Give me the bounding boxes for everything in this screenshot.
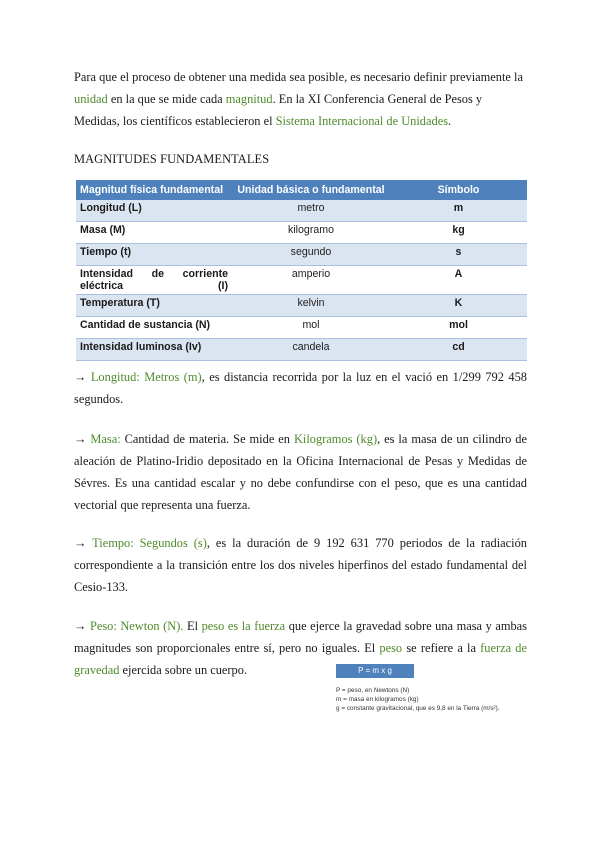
tiempo-paragraph: → Tiempo: Segundos (s), es la duración de 9 192 631 770 periodos de la radiación correspondiente a la transición entre los dos niveles hiperfinos del estado fundamental del Cesio-133. [74, 536, 528, 594]
symbol-cell: cd [390, 339, 527, 361]
intro-paragraph: Para que el proceso de obtener una medida sea posible, es necesario definir previamente la unidad en la que se mide cada magnitud. En la XI Conferencia General de Pesos y Medidas, los científicos establecieron el Sistema Internacional de Unidades. [74, 70, 523, 128]
unidad-link[interactable]: unidad [74, 92, 108, 106]
table-row [76, 295, 527, 317]
table-row [76, 339, 527, 361]
peso-paragraph: → Peso: Newton (N). El peso es la fuerza que ejerce la gravedad sobre una masa y ambas magnitudes son proporcionales entre sí, pero no iguales. El peso se refiere a la fuerza de gravedad ejercida sobre un cuerpo. [74, 619, 527, 677]
magnitude-cell: Intensidad luminosa (Iv) [76, 339, 232, 361]
table-header-row [76, 180, 527, 200]
magnitude-cell: Temperatura (T) [76, 295, 232, 317]
symbol-cell: s [390, 244, 527, 266]
peso-term-2: peso [379, 641, 403, 655]
header-unit: Unidad básica o fundamental [232, 180, 390, 200]
arrow-icon: → [74, 619, 90, 633]
longitud-term: Longitud: Metros (m) [90, 370, 202, 384]
magnitude-cell: Masa (M) [76, 222, 232, 244]
legend-line: g = constante gravitacional, que es 9,8 en la Tierra (m/s²). [336, 705, 500, 712]
formula-equation: P = m x g [336, 664, 414, 678]
formula-legend [336, 686, 532, 713]
symbol-cell: m [390, 200, 527, 222]
longitud-paragraph: → Longitud: Metros (m), es distancia recorrida por la luz en el vació en 1/299 792 458 segundos. [74, 370, 527, 406]
header-magnitude: Magnitud física fundamental [76, 180, 232, 200]
sistema-internacional-link[interactable]: Sistema Internacional de Unidades [275, 114, 449, 128]
fuerza-gravedad-term: fuerza de gravedad [74, 641, 527, 677]
magnitude-cell: Longitud (L) [76, 200, 232, 222]
unit-cell: mol [232, 317, 390, 339]
table-row [76, 222, 527, 244]
tiempo-term: Tiempo: Segundos (s) [92, 536, 207, 550]
unit-cell: segundo [232, 244, 390, 266]
magnitude-cell: Tiempo (t) [76, 244, 232, 266]
legend-line: P = peso, en Newtons (N) [336, 687, 410, 694]
units-table [76, 180, 527, 361]
masa-term: Masa: [90, 432, 121, 446]
symbol-cell: A [390, 266, 527, 295]
symbol-cell: K [390, 295, 527, 317]
magnitud-link[interactable]: magnitud [225, 92, 273, 106]
table-row [76, 244, 527, 266]
symbol-cell: mol [390, 317, 527, 339]
peso-fuerza-term: peso es la fuerza [201, 619, 286, 633]
formula-figure [336, 664, 532, 713]
symbol-cell: kg [390, 222, 527, 244]
masa-paragraph: → Masa: Cantidad de materia. Se mide en Kilogramos (kg), es la masa de un cilindro de aleación de Platino-Iridio depositado en la Oficina Internacional de Pesas y Medidas de Sévres. Es una cantidad escalar y no debe confundirse con el peso, que es una cantidad vectorial que representa una fuerza. [74, 432, 527, 512]
table-row [76, 200, 527, 222]
arrow-icon: → [74, 536, 93, 550]
unit-cell: metro [232, 200, 390, 222]
unit-cell: candela [232, 339, 390, 361]
arrow-icon: → [74, 370, 91, 384]
unit-cell: kilogramo [232, 222, 390, 244]
table-row [76, 266, 527, 295]
section-title: MAGNITUDES FUNDAMENTALES [74, 152, 270, 166]
legend-line: m = masa en kilogramos (kg) [336, 696, 419, 703]
peso-term: Peso: Newton (N). [89, 619, 184, 633]
kilogramos-term: Kilogramos (kg) [293, 432, 378, 446]
magnitude-cell: Intensidad de corriente eléctrica (I) [76, 266, 232, 295]
header-symbol: Símbolo [390, 180, 527, 200]
unit-cell: kelvin [232, 295, 390, 317]
arrow-icon: → [74, 432, 91, 446]
unit-cell: amperio [232, 266, 390, 295]
table-row [76, 317, 527, 339]
magnitude-cell: Cantidad de sustancia (N) [76, 317, 232, 339]
